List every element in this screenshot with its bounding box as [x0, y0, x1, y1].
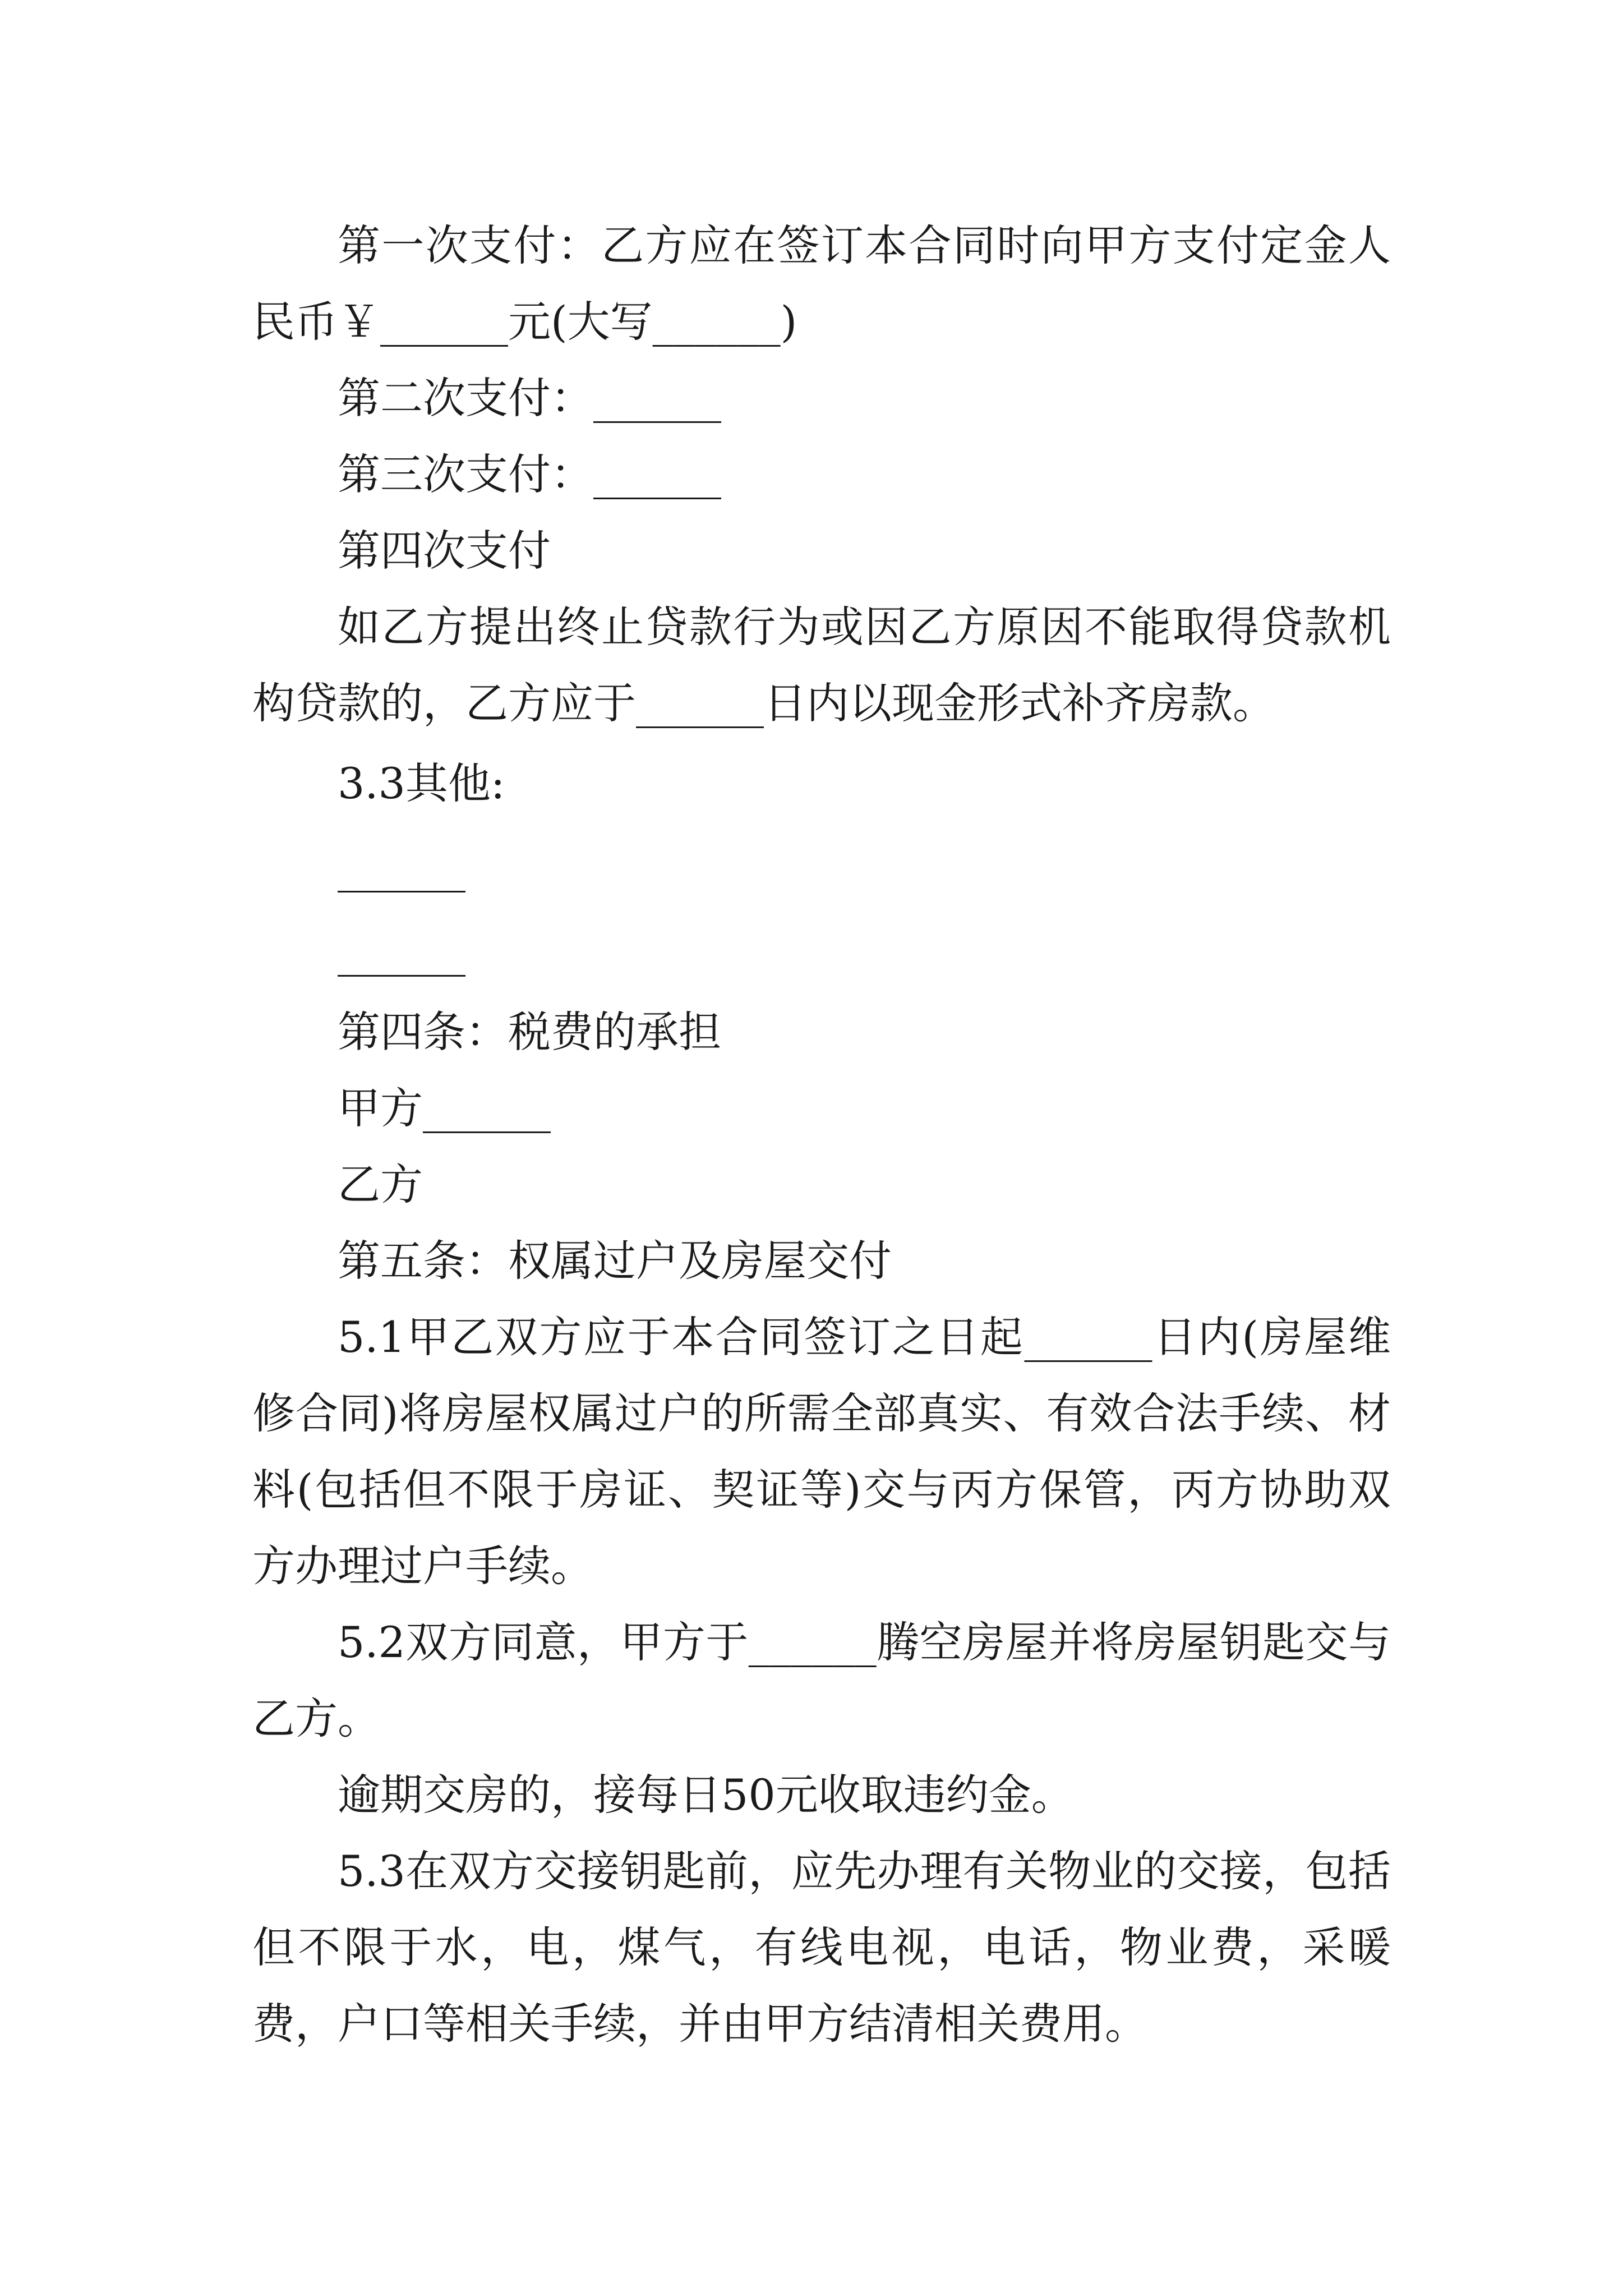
- payment-third-paragraph: 第三次支付：______: [338, 449, 721, 499]
- clause-3-3-heading: 3.3其他:: [338, 758, 505, 808]
- clause-5-2-paragraph: 5.2双方同意，甲方于______腾空房屋并将房屋钥匙交与乙方。: [252, 1617, 1391, 1743]
- clause-5-1-paragraph: 5.1甲乙双方应于本合同签订之日起______日内(房屋维修合同)将房屋权属过户的所需全部真实、有效合法手续、材料(包括但不限于房证、契证等)交与丙方保管，丙方协助双方办理过户手续。: [252, 1312, 1391, 1591]
- document-page: [252, 208, 1391, 2062]
- payment-second-paragraph: 第二次支付：______: [338, 373, 721, 423]
- party-b-line: 乙方: [338, 1159, 423, 1209]
- clause-5-3-paragraph: 5.3在双方交接钥匙前，应先办理有关物业的交接，包括但不限于水，电，煤气，有线电视，电话，物业费，采暖费，户口等相关手续，并由甲方结清相关费用。: [252, 1846, 1391, 2049]
- blank-line-1: ______: [338, 843, 465, 892]
- article-4-heading: 第四条：税费的承担: [338, 1007, 721, 1057]
- article-5-heading: 第五条：权属过户及房屋交付: [338, 1236, 892, 1286]
- party-a-line: 甲方______: [338, 1083, 551, 1133]
- blank-line-2: ______: [338, 927, 465, 977]
- loan-termination-paragraph: 如乙方提出终止贷款行为或因乙方原因不能取得贷款机构贷款的，乙方应于______日内以现金形式补齐房款。: [252, 602, 1391, 728]
- payment-fourth-paragraph: 第四次支付: [338, 526, 551, 576]
- late-delivery-penalty-paragraph: 逾期交房的，接每日50元收取违约金。: [338, 1770, 1074, 1820]
- payment-first-paragraph: 第一次支付：乙方应在签订本合同时向甲方支付定金人民币￥______元(大写______): [252, 220, 1391, 347]
